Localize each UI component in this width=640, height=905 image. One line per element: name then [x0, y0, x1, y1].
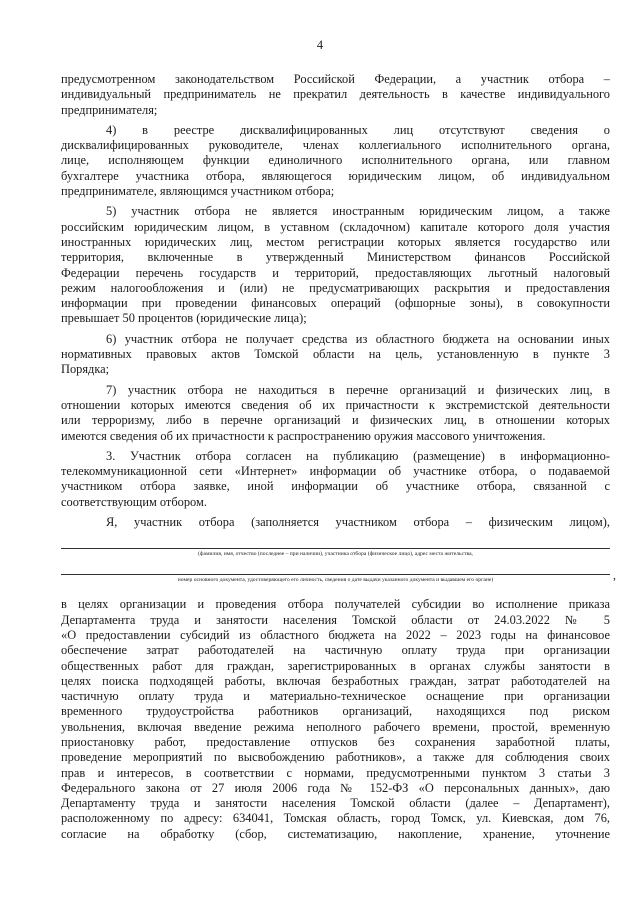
text-line: территория, включенные в утвержденный Министерством финансов Российской — [61, 250, 610, 265]
signature-field-document — [61, 564, 616, 584]
consent-paragraph — [61, 597, 610, 842]
text-line: Департамента труда и занятости населения Томской области от 24.03.2022 № 5 — [61, 612, 610, 627]
text-line: иностранных юридических лиц, местом регистрации которых является государство или — [61, 234, 610, 249]
fill-in-line — [61, 536, 610, 549]
text-line: Федерации перечень государств и территорий, предоставляющих льготный налоговый — [61, 265, 610, 280]
text-line: согласие на обработку (сбор, систематизацию, накопление, хранение, уточнение — [61, 826, 610, 841]
text-line: общественных работ для граждан, зарегистрированных в органах службы занятости в — [61, 658, 610, 673]
text-line: предпринимателя; — [61, 102, 158, 117]
paragraph-item-5 — [61, 204, 610, 326]
text-line: расположенному по адресу: 634041, Томская область, город Томск, ул. Киевская, дом 76, — [61, 811, 610, 826]
text-line: соответствующим отбором. — [61, 494, 207, 509]
document-body — [61, 72, 616, 842]
paragraph-3 — [61, 449, 610, 510]
text-line: нормативных правовых актов Томской области на цель, установленную в пункте 3 — [61, 347, 610, 362]
text-line: режим налогообложения и (или) не предусматривающих раскрытия и предоставления — [61, 280, 610, 295]
text-line: бухгалтере участника отбора, являющегося юридическим лицом, об индивидуальном — [61, 168, 610, 183]
text-line: Порядка; — [61, 362, 110, 377]
text-line: отношении которых имеются сведения об их причастности к экстремистской деятельности — [61, 397, 610, 412]
field-caption: (фамилия, имя, отчество (последнее – при наличии), участника отбора (физическое лицо), адрес места жительства, — [198, 551, 473, 558]
text-line: индивидуальный предприниматель не прекратил деятельность в качестве индивидуального — [61, 87, 610, 102]
text-line: 7) участник отбора не находиться в перечне организаций и физических лиц, в — [106, 382, 610, 397]
text-line: Департаменту труда и занятости населения Томской области (далее – Департамент), — [61, 796, 610, 811]
consent-intro-line: Я, участник отбора (заполняется участником отбора – физическим лицом), — [106, 515, 610, 530]
fill-in-line — [61, 564, 610, 575]
text-line: в целях организации и проведения отбора получателей субсидии во исполнение приказа — [61, 597, 610, 612]
text-line: приостановку работ, предоставление отпусков без сохранения заработной платы, — [61, 734, 610, 749]
paragraph-continuation — [61, 72, 610, 118]
text-line: обеспечение затрат работодателей на частичную оплату труда при организации — [61, 643, 610, 658]
paragraph-item-7 — [61, 383, 610, 444]
text-line: информации при проведении финансовых операций (офшорные зоны), в совокупности — [61, 296, 610, 311]
paragraph-item-4 — [61, 123, 610, 199]
signature-field-name-address — [61, 536, 610, 558]
text-line: Федерального закона от 27 июля 2006 года № 152-ФЗ «О персональных данных», даю — [61, 780, 610, 795]
text-line: дисквалифицированных руководителе, членах коллегиального исполнительного органа, — [61, 138, 610, 153]
text-line: целях поиска подходящей работы, включая безработных граждан, затрат работодателей на — [61, 673, 610, 688]
text-line: или терроризму, либо в перечне организаций и физических лиц, в отношении которых — [61, 413, 610, 428]
text-line: прав и интересов, в соответствии с нормами, предусмотренными пунктом 3 статьи 3 — [61, 765, 610, 780]
text-line: увольнения, включая введение режима неполного рабочего времени, простой, временную — [61, 719, 610, 734]
text-line: 5) участник отбора не является иностранным юридическим лицом, а также — [106, 204, 610, 219]
text-line: частичную оплату труда и материально-техническое оснащение при организации — [61, 689, 610, 704]
paragraph-item-6 — [61, 332, 610, 378]
text-line: 4) в реестре дисквалифицированных лиц отсутствуют сведения о — [106, 122, 610, 137]
text-line: временного трудоустройства работников организаций, находящихся под риском — [61, 704, 610, 719]
text-line: превышает 50 процентов (юридические лица); — [61, 311, 307, 326]
text-line: имеются сведения об их причастности к распространению оружия массового уничтожения. — [61, 428, 546, 443]
text-line: предусмотренном законодательством Российской Федерации, а участник отбора – — [61, 72, 610, 86]
text-line: 3. Участник отбора согласен на публикацию (размещение) в информационно- — [106, 448, 610, 463]
text-line: предпринимателе, являющимся участником отбора; — [61, 184, 335, 199]
line-comma: , — [613, 568, 616, 583]
page-number: 4 — [316, 38, 324, 52]
text-line: телекоммуникационной сети «Интернет» информации об участнике отбора, о подаваемой — [61, 464, 610, 479]
text-line: 6) участник отбора не получает средства из областного бюджета на основании иных — [106, 331, 610, 346]
text-line: российским юридическим лицом, в уставном (складочном) капитале которого доля участия — [61, 219, 610, 234]
text-line: участником отбора заявке, иной информации об участнике отбора, связанной с — [61, 479, 610, 494]
text-line: лице, исполняющем функции единоличного исполнительного органа, или главном — [61, 153, 610, 168]
text-line: проведение мероприятий по высвобождению работников», а также для соблюдения своих — [61, 750, 610, 765]
text-line: «О предоставлении субсидий из областного бюджета на 2022 – 2023 годы на финансовое — [61, 627, 610, 642]
field-caption: номер основного документа, удостоверяющего его личность, сведения о дате выдачи указанного документа и выдавшем его органе) — [177, 577, 494, 584]
